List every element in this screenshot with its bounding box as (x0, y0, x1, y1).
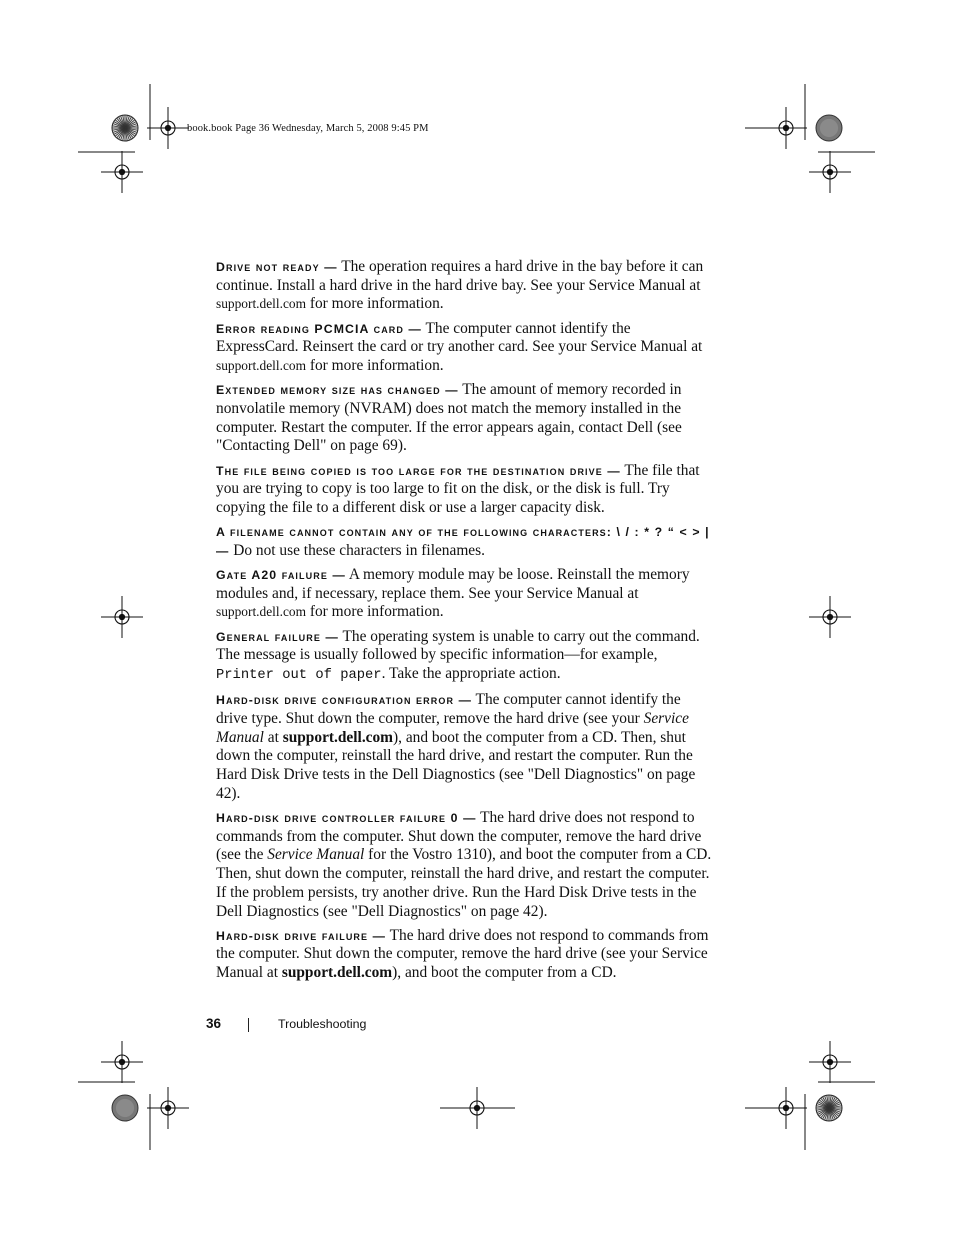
error-entry (216, 258, 714, 314)
desc-italic-text: Service Manual (216, 709, 689, 746)
registration-dot (783, 125, 789, 131)
desc-small-text: support.dell.com (216, 296, 307, 312)
error-term: Hard-disk drive failure — (216, 928, 387, 943)
page-number: 36 (206, 1016, 222, 1031)
registration-dot (119, 169, 125, 175)
desc-bold-text: support.dell.com (281, 964, 393, 982)
desc-text: A memory module may be loose. Reinstall the memory modules and, if necessary, replace them. See your Service Manual at (216, 566, 690, 602)
desc-text: The computer cannot identify the drive type. Shut down the computer, remove the hard drive (see your (216, 691, 681, 727)
error-entry (216, 809, 714, 921)
error-term: A filename cannot contain any of the following characters: \ / : * ? “ < > | — (216, 525, 710, 558)
error-entry (216, 927, 714, 983)
desc-text: ), and boot the computer from a CD. (392, 964, 617, 982)
desc-text: at (263, 728, 283, 746)
error-message-list (216, 258, 714, 988)
footer-divider (248, 1018, 249, 1032)
desc-bold-text: support.dell.com (282, 728, 394, 746)
desc-italic-text: Service Manual (267, 846, 365, 864)
desc-text: ), and boot the computer from a CD. Then, shut down the computer, reinstall the hard drive, and restart the computer. Run the Hard Disk Drive tests in the Dell Diagnostics (see "Dell Diagnostics" on page 42). (216, 728, 696, 802)
error-term: Hard-disk drive controller failure 0 — (216, 810, 477, 825)
print-slug-line: book.book Page 36 Wednesday, March 5, 2008 9:45 PM (187, 123, 429, 134)
desc-text: for the Vostro 1310), and boot the computer from a CD. Then, shut down the computer, reinstall the hard drive, and restart the computer. If the problem persists, try another drive. Run the Hard Disk Drive tests in the Dell Diagnostics (see "Dell Diagnostics" on page 42). (216, 846, 712, 920)
desc-text: Do not use these characters in filenames. (229, 541, 485, 559)
desc-text: for more information. (306, 603, 444, 621)
section-name: Troubleshooting (278, 1017, 367, 1031)
registration-dot (119, 1059, 125, 1065)
desc-text: for more information. (306, 357, 444, 375)
gray-disc-inner (116, 1099, 134, 1117)
desc-text: The hard drive does not respond to commands from the computer. Shut down the computer, remove the hard drive (see your Service Manual at (216, 926, 709, 982)
desc-text: The hard drive does not respond to commands from the computer. Shut down the computer, remove the hard drive (see the (216, 808, 702, 864)
error-term: Hard-disk drive configuration error — (216, 693, 472, 708)
error-term: Extended memory size has changed — (216, 383, 459, 398)
registration-dot (165, 1105, 171, 1111)
registration-dot (827, 1059, 833, 1065)
desc-text: The amount of memory recorded in nonvolatile memory (NVRAM) does not match the memory installed in the computer. Restart the computer. If the error appears again, contact Dell (see "Contacting Dell" on page 69). (216, 381, 682, 455)
error-entry (216, 381, 714, 456)
desc-small-text: support.dell.com (216, 604, 307, 620)
error-entry (216, 691, 714, 803)
desc-text: for more information. (306, 295, 444, 313)
gray-disc-inner (820, 119, 838, 137)
error-entry (216, 320, 714, 376)
registration-dot (119, 614, 125, 620)
error-term: General failure — (216, 629, 339, 644)
error-term: Drive not ready — (216, 260, 338, 274)
error-term: Error reading PCMCIA card — (216, 321, 422, 336)
error-entry (216, 523, 714, 560)
desc-text: The computer cannot identify the ExpressCard. Reinsert the card or try another card. See your Service Manual at (216, 319, 703, 356)
registration-dot (165, 125, 171, 131)
desc-text: The operation requires a hard drive in the bay before it can continue. Install a hard drive in the hard drive bay. See your Service Manual at (216, 258, 704, 294)
error-term: The file being copied is too large for the destination drive — (216, 463, 621, 478)
registration-dot (827, 614, 833, 620)
desc-text: The file that you are trying to copy is too large to fit on the disk, or the disk is full. Try copying the file to a different disk or use a larger capacity disk. (216, 461, 700, 516)
desc-mono-text: Printer out of paper (216, 668, 382, 684)
error-entry (216, 462, 714, 518)
page-footer (0, 1015, 954, 1035)
registration-dot (783, 1105, 789, 1111)
error-entry (216, 566, 714, 622)
desc-text: The operating system is unable to carry out the command. The message is usually followed by specific information—for example, (216, 627, 700, 664)
registration-dot (474, 1105, 480, 1111)
error-entry (216, 628, 714, 686)
registration-dot (827, 169, 833, 175)
desc-small-text: support.dell.com (216, 358, 307, 374)
desc-text: . Take the appropriate action. (381, 665, 561, 683)
error-term: Gate A20 failure — (216, 568, 346, 583)
